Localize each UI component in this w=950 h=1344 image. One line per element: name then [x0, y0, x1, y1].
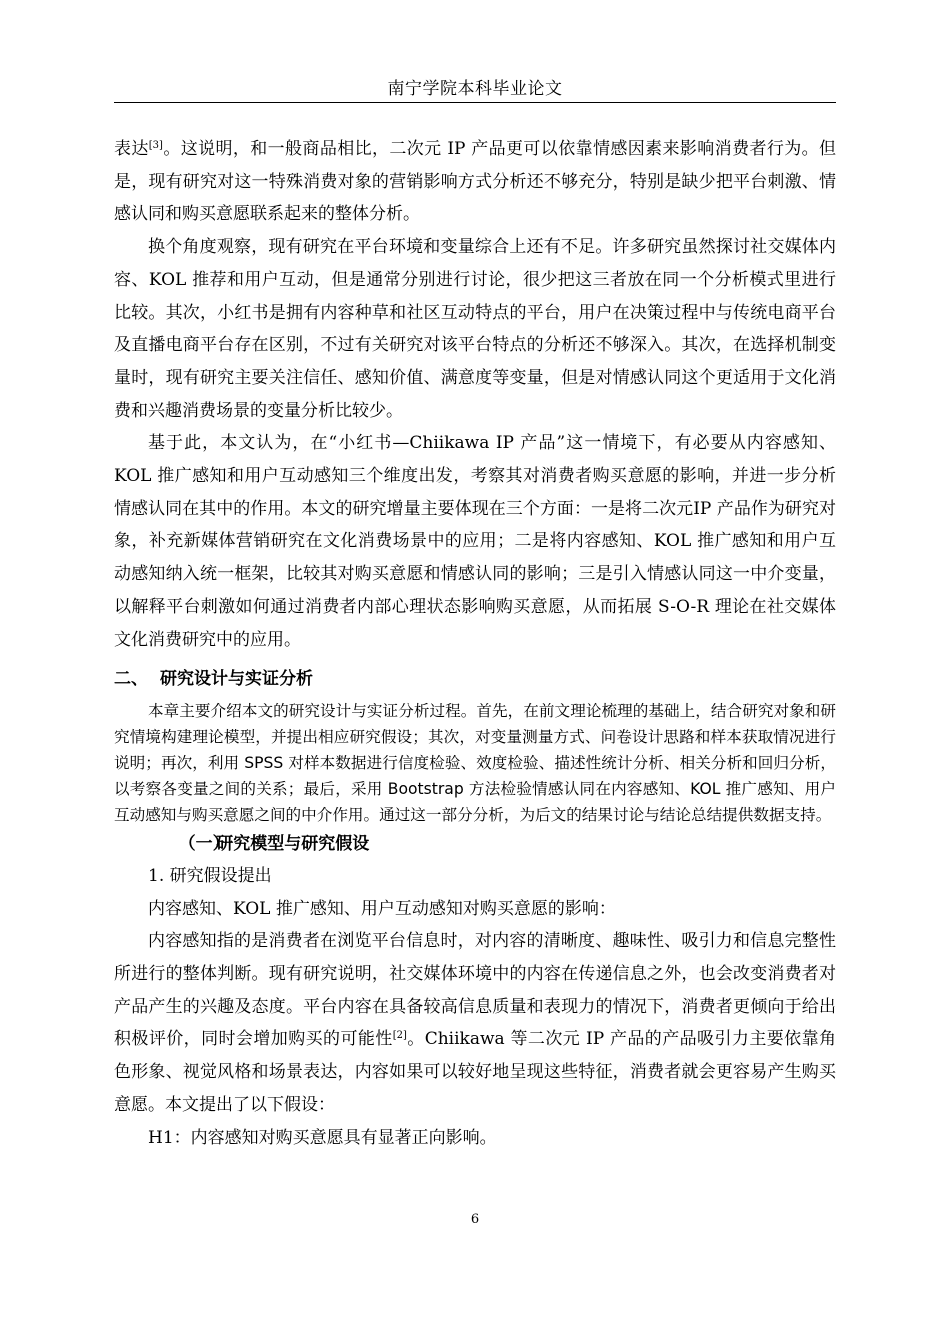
citation-ref: [3] — [148, 140, 163, 151]
section-title: 研究设计与实证分析 — [160, 669, 313, 690]
section-heading — [114, 663, 836, 696]
subsection-title: 研究模型与研究假设 — [216, 833, 370, 854]
item-heading: 1. 研究假设提出 — [148, 865, 272, 886]
subsection-number: （一） — [178, 833, 230, 854]
section-number: 二、 — [114, 669, 148, 690]
paragraph — [114, 925, 836, 1121]
paragraph-text: 内容感知指的是消费者在浏览平台信息时，对内容的清晰度、趣味性、吸引力和信息完整性所进行的整体判断。现有研究说明，社交媒体环境中的内容在传递信息之外，也会改变消费者对产品产生的兴趣及态度。平台内容在具备较高信息质量和表现力的情况下，消费者更倾向于给出积极评价，同时会增加购买的可能性 — [114, 931, 836, 1050]
paragraph-text: 表达 — [114, 139, 149, 159]
paragraph — [114, 133, 836, 231]
chapter-intro: 本章主要介绍本文的研究设计与实证分析过程。首先，在前文理论梳理的基础上，结合研究对象和研究情境构建理论模型，并提出相应研究假设；其次，对变量测量方式、问卷设计思路和样本获取情况进行说明；再次，利用 SPSS 对样本数据进行信度检验、效度检验、描述性统计分析、相关分析和回归分析，以考察各变量之间的关系；最后，采用 Bootstrap 方法检验情感认同在内容感知、KOL 推广感知、用户互动感知与购买意愿之间的中介作用。通过这一部分分析，为后文的结果讨论与结论总结提供数据支持。 — [114, 701, 836, 824]
page-number: 6 — [470, 1212, 480, 1227]
paragraph-text: 。Chiikawa 等二次元 IP 产品的产品吸引力主要依靠角色形象、视觉风格和场景表达，内容如果可以较好地呈现这些特征，消费者就会更容易产生购买意愿。本文提出了以下假设： — [114, 1029, 836, 1115]
citation-ref: [2] — [392, 1030, 407, 1042]
paragraph-text: 。这说明，和一般商品相比，二次元 IP 产品更可以依靠情感因素来影响消费者行为。但是，现有研究对这一特殊消费对象的营销影响方式分析还不够充分，特别是缺少把平台刺激、情感认同和购买意愿联系起来的整体分析。 — [114, 139, 836, 225]
paragraph: 内容感知、KOL 推广感知、用户互动感知对购买意愿的影响： — [148, 898, 616, 919]
page-body — [114, 133, 836, 1154]
hypothesis: H1：内容感知对购买意愿具有显著正向影响。 — [148, 1127, 497, 1148]
paragraph: 基于此，本文认为，在“小红书—Chiikawa IP 产品”这一情境下，有必要从内容感知、KOL 推广感知和用户互动感知三个维度出发，考察其对消费者购买意愿的影响，并进一步分析情感认同在其中的作用。本文的研究增量主要体现在三个方面：一是将二次元IP 产品作为研究对象，补充新媒体营销研究在文化消费场景中的应用；二是将内容感知、KOL 推广感知和用户互动感知纳入统一框架，比较其对购买意愿和情感认同的影响；三是引入情感认同这一中介变量，以解释平台刺激如何通过消费者内部心理状态影响购买意愿，从而拓展 S-O-R 理论在社交媒体文化消费研究中的应用。 — [114, 433, 836, 650]
running-header: 南宁学院本科毕业论文 — [114, 74, 836, 103]
subsection-heading — [114, 828, 836, 860]
paragraph: 换个角度观察，现有研究在平台环境和变量综合上还有不足。许多研究虽然探讨社交媒体内容、KOL 推荐和用户互动，但是通常分别进行讨论，很少把这三者放在同一个分析模式里进行比较。其次，小红书是拥有内容种草和社区互动特点的平台，用户在决策过程中与传统电商平台及直播电商平台存在区别，不过有关研究对该平台特点的分析还不够深入。其次，在选择机制变量时，现有研究主要关注信任、感知价值、满意度等变量，但是对情感认同这个更适用于文化消费和兴趣消费场景的变量分析比较少。 — [114, 237, 836, 421]
